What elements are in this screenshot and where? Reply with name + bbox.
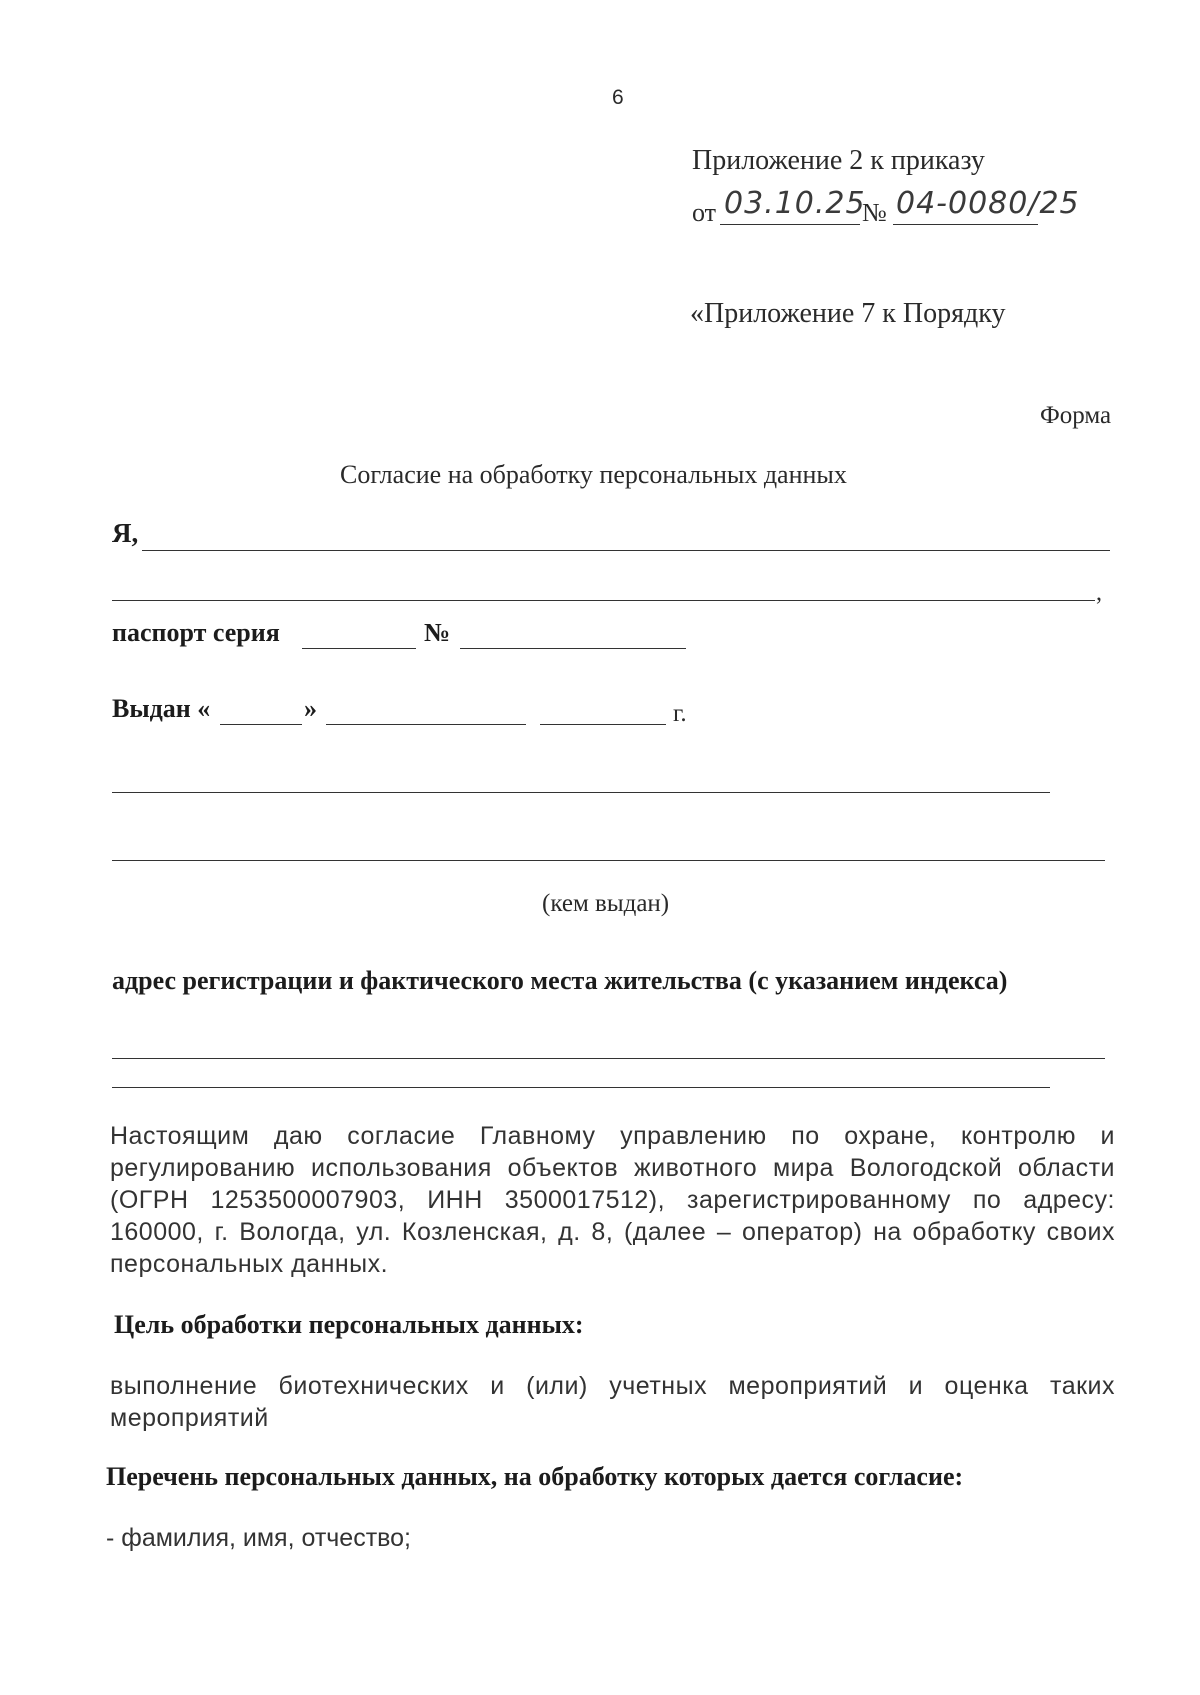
purpose-heading: Цель обработки персональных данных: xyxy=(114,1310,584,1339)
address-line-1 xyxy=(112,1058,1105,1059)
i-label: Я, xyxy=(112,518,139,548)
issued-month-line xyxy=(326,724,526,725)
form-label: Форма xyxy=(1040,402,1112,429)
passport-number-line xyxy=(460,648,686,649)
order-no-label: № xyxy=(862,198,887,227)
passport-label: паспорт серия xyxy=(112,618,280,647)
fullname-line xyxy=(142,550,1110,551)
year-suffix: г. xyxy=(673,700,687,727)
list-item: - фамилия, имя, отчество; xyxy=(106,1524,411,1552)
issued-year-line xyxy=(540,724,666,725)
document-title: Согласие на обработку персональных данных xyxy=(340,460,847,489)
fullname-line-2 xyxy=(112,600,1095,601)
order-number: 04-0080/25 xyxy=(896,186,1080,221)
issued-day-line xyxy=(220,724,302,725)
address-label: адрес регистрации и фактического места жительства (с указанием индекса) xyxy=(112,966,1008,995)
consent-paragraph: Настоящим даю согласие Главному управлению по охране, контролю и регулированию использования объектов животного мира Вологодской области (ОГРН 1253500007903, ИНН 3500017512), зарегистрированному по адресу: 160000, г. Вологда, ул. Козленская, д. 8, (далее – оператор) на обработку своих персональных данных. xyxy=(110,1122,1115,1278)
issued-by-line-2 xyxy=(112,860,1105,861)
passport-number-label: № xyxy=(424,618,451,647)
appendix-line: Приложение 2 к приказу xyxy=(692,145,985,176)
data-list-heading: Перечень персональных данных, на обработку которых дается согласие: xyxy=(106,1462,964,1491)
page-number: 6 xyxy=(612,86,624,109)
order-from-label: от xyxy=(692,198,717,227)
issued-by-caption: (кем выдан) xyxy=(542,890,670,917)
issued-close-quote: » xyxy=(304,694,317,723)
purpose-text: выполнение биотехнических и (или) учетных мероприятий и оценка таких мероприятий xyxy=(110,1372,1115,1432)
order-number-underline xyxy=(893,224,1038,225)
order-date-underline xyxy=(720,224,860,225)
address-line-2 xyxy=(112,1087,1050,1088)
trailing-comma: , xyxy=(1096,580,1102,606)
appendix-order-line: «Приложение 7 к Порядку xyxy=(690,298,1006,329)
order-date: 03.10.25 xyxy=(724,186,866,221)
passport-series-line xyxy=(302,648,416,649)
issued-label: Выдан « xyxy=(112,694,211,723)
issued-by-line-1 xyxy=(112,792,1050,793)
